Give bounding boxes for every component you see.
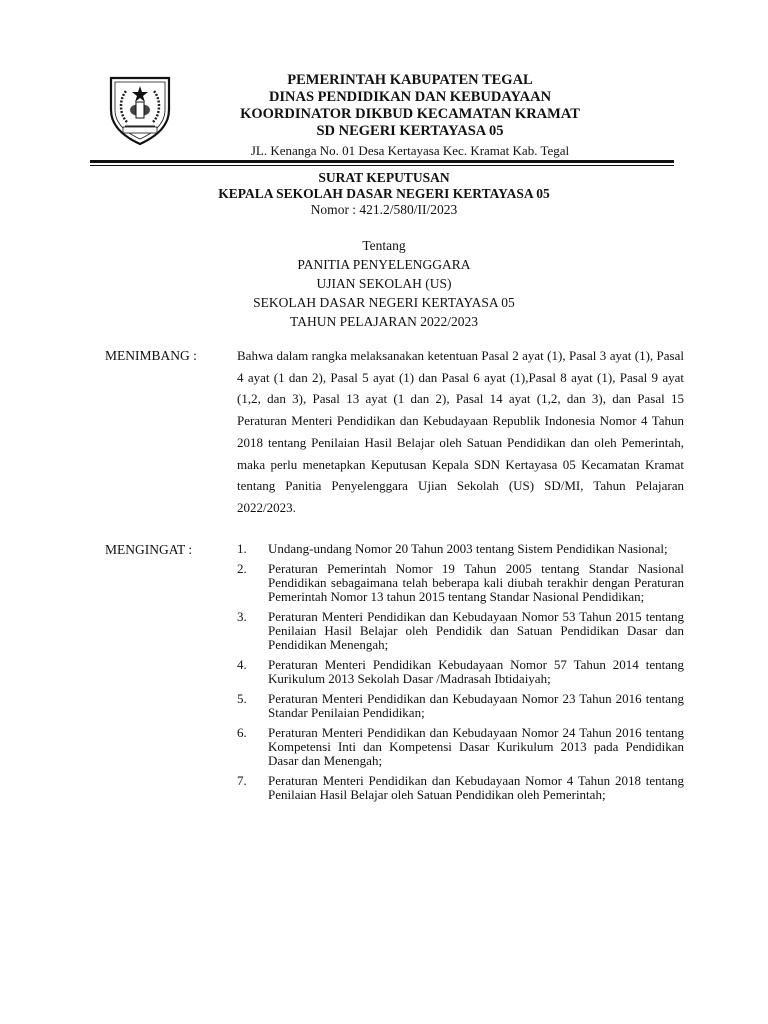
list-number: 1. (237, 541, 247, 556)
subject-line-1: PANITIA PENYELENGGARA (297, 257, 471, 272)
letterhead-divider-thin (90, 165, 674, 166)
list-item (237, 774, 684, 802)
department-name: DINAS PENDIDIKAN DAN KEBUDAYAAN (268, 89, 552, 105)
list-item (237, 658, 684, 686)
list-item (237, 726, 684, 768)
subject-line-2: UJIAN SEKOLAH (US) (316, 276, 452, 291)
list-text: Peraturan Menteri Pendidikan dan Kebudayaan Nomor 53 Tahun 2015 tentang Penilaian Hasil Belajar oleh Pendidik dan Satuan Pendidikan Dasar dan Pendidikan Menengah; (268, 609, 684, 652)
menimbang-text: Bahwa dalam rangka melaksanakan ketentuan Pasal 2 ayat (1), Pasal 3 ayat (1), Pasal 4 ayat (1 dan 2), Pasal 5 ayat (1) dan Pasal 6 ayat (1),Pasal 8 ayat (1), Pasal 9 ayat (1,2, dan 3), Pasal 13 ayat (1 dan 2), Pasal 14 ayat (1,2, dan 3), dan Pasal 15 Peraturan Menteri Pendidikan dan Kebudayaan Republik Indonesia Nomor 4 Tahun 2018 tentang Penilaian Hasil Belajar oleh Satuan Pendidikan dan oleh Pemerintah, maka perlu menetapkan Keputusan Kepala SDN Kertayasa 05 Kecamatan Kramat tentang Panitia Penyelenggara Ujian Sekolah (US) SD/MI, Tahun Pelajaran 2022/2023. (237, 348, 684, 515)
list-item (237, 692, 684, 720)
list-text: Peraturan Menteri Pendidikan dan Kebudayaan Nomor 4 Tahun 2018 tentang Penilaian Hasil Belajar oleh Satuan Pendidikan oleh Pemerintah; (268, 773, 684, 802)
list-text: Peraturan Menteri Pendidikan Kebudayaan Nomor 57 Tahun 2014 tentang Kurikulum 2013 Sekolah Dasar /Madrasah Ibtidaiyah; (268, 657, 684, 686)
list-number: 6. (237, 725, 247, 740)
school-name: SD NEGERI KERTAYASA 05 (316, 123, 504, 139)
list-item (237, 562, 684, 604)
subject-line-3: SEKOLAH DASAR NEGERI KERTAYASA 05 (253, 295, 515, 310)
menimbang-label: MENIMBANG : (105, 348, 197, 363)
list-text: Peraturan Menteri Pendidikan dan Kebudayaan Nomor 24 Tahun 2016 tentang Kompetensi Inti dan Kompetensi Dasar Kurikulum 2013 pada Pendidikan Dasar dan Menengah; (268, 725, 684, 768)
list-item (237, 542, 684, 556)
list-item (237, 610, 684, 652)
decree-subject (150, 236, 618, 331)
subject-line-4: TAHUN PELAJARAN 2022/2023 (290, 314, 478, 329)
list-text: Undang-undang Nomor 20 Tahun 2003 tentang Sistem Pendidikan Nasional; (268, 541, 668, 556)
list-number: 4. (237, 657, 247, 672)
decree-issuer: KEPALA SEKOLAH DASAR NEGERI KERTAYASA 05 (218, 186, 550, 201)
decree-number: Nomor : 421.2/580/II/2023 (310, 202, 458, 217)
list-text: Peraturan Pemerintah Nomor 19 Tahun 2005 tentang Standar Nasional Pendidikan sebagaimana telah beberapa kali diubah terakhir dengan Peraturan Pemerintah Nomor 13 tahun 2015 tentang Standar Nasional Pendidikan; (268, 561, 684, 604)
letterhead-divider-thick (90, 160, 674, 163)
list-text: Peraturan Menteri Pendidikan dan Kebudayaan Nomor 23 Tahun 2016 tentang Standar Penilaian Pendidikan; (268, 691, 684, 720)
mengingat-label: MENGINGAT : (105, 542, 193, 557)
decree-heading (150, 170, 618, 218)
list-number: 3. (237, 609, 247, 624)
list-number: 5. (237, 691, 247, 706)
decree-title: SURAT KEPUTUSAN (318, 170, 450, 185)
government-name: PEMERINTAH KABUPATEN TEGAL (287, 72, 533, 88)
letterhead (150, 72, 670, 159)
school-address: JL. Kenanga No. 01 Desa Kertayasa Kec. Kramat Kab. Tegal (250, 143, 570, 158)
subject-tentang: Tentang (362, 238, 406, 253)
mengingat-list (237, 542, 684, 808)
coordinator-name: KOORDINATOR DIKBUD KECAMATAN KRAMAT (240, 106, 580, 122)
list-number: 2. (237, 561, 247, 576)
list-number: 7. (237, 773, 247, 788)
